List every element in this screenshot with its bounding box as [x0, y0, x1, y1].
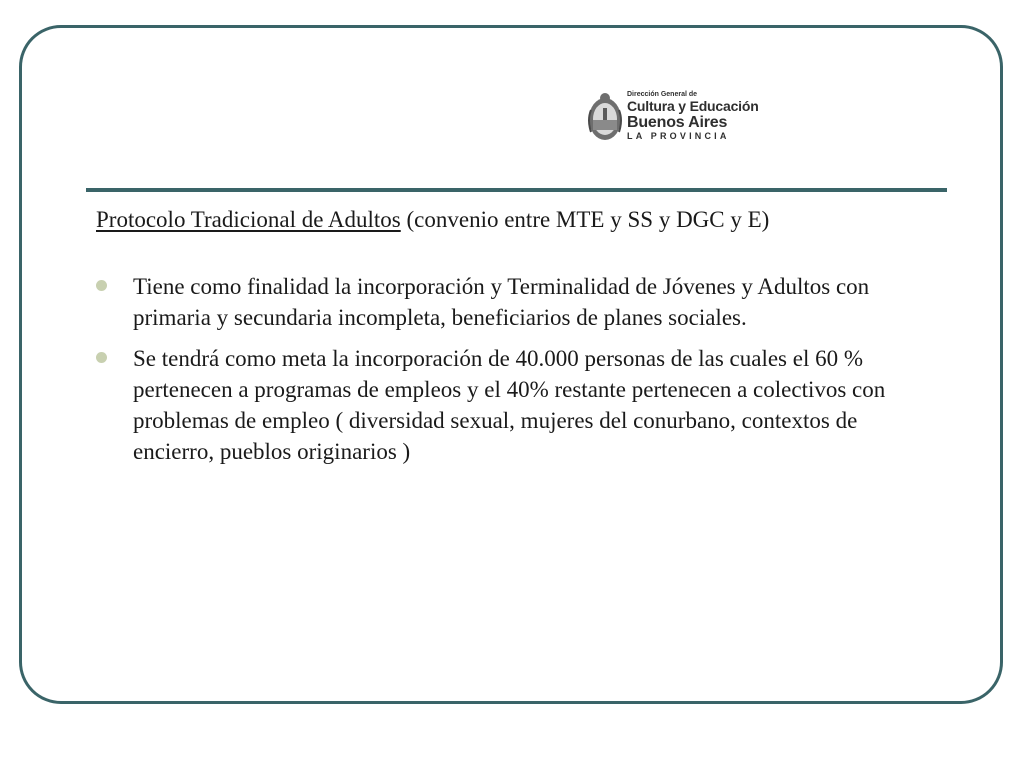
slide-heading — [96, 204, 916, 235]
logo-text — [627, 90, 759, 141]
bullet-text: Se tendrá como meta la incorporación de 40.000 personas de las cuales el 60 % pertenecen a programas de empleos y el 40% restante pertenecen a colectivos con problemas de empleo ( diversidad sexual, mujeres del conurbano, contextos de encierro, pueblos originarios ) — [133, 346, 886, 464]
logo-line-buenos-aires: Buenos Aires — [627, 114, 728, 131]
logo-line-provincia: LA PROVINCIA — [627, 131, 730, 141]
bullet-list — [96, 271, 916, 467]
bullet-dot-icon — [96, 280, 107, 291]
logo-line-cultura: Cultura y Educación — [627, 98, 759, 114]
bullet-text: Tiene como finalidad la incorporación y Terminalidad de Jóvenes y Adultos con primaria y secundaria incompleta, beneficiarios de planes sociales. — [133, 274, 870, 330]
header-divider — [86, 188, 947, 192]
heading-title: Protocolo Tradicional de Adultos — [96, 207, 401, 232]
heading-subtitle: (convenio entre MTE y SS y DGC y E) — [400, 207, 770, 232]
province-coat-of-arms-icon — [585, 90, 625, 144]
dgce-logo — [585, 90, 775, 146]
logo-line-direccion: Dirección General de — [627, 91, 698, 98]
bullet-item — [96, 271, 916, 333]
bullet-dot-icon — [96, 352, 107, 363]
slide-content — [96, 204, 916, 477]
bullet-item — [96, 343, 916, 467]
